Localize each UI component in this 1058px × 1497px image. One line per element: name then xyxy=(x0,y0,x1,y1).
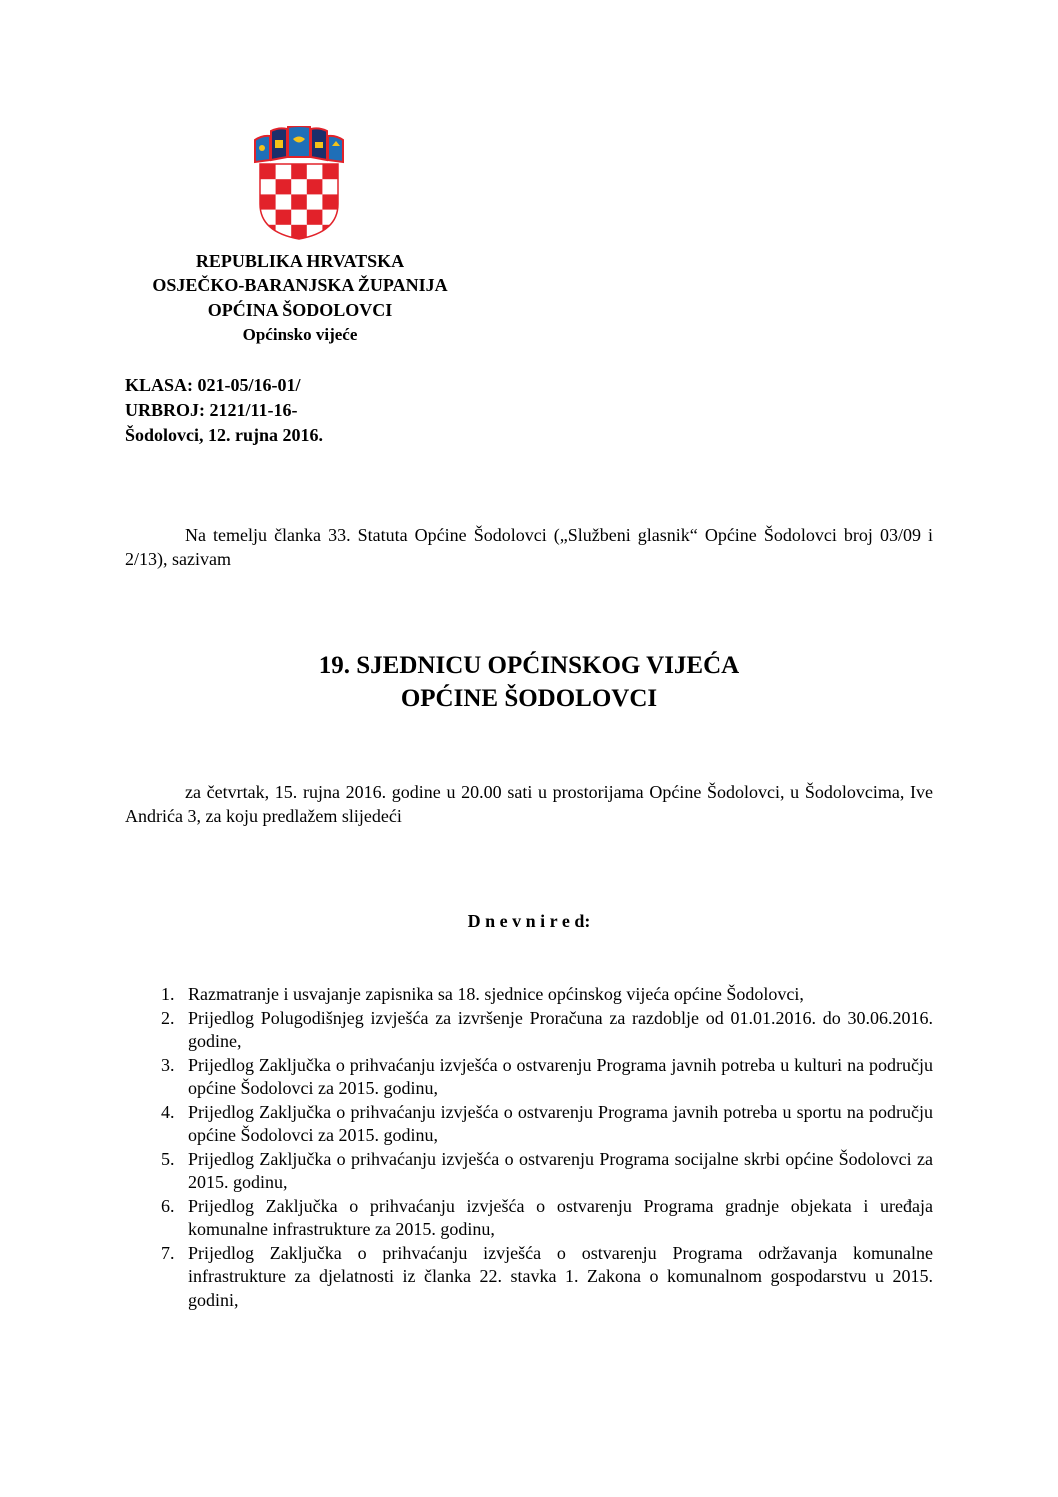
agenda-item-number: 4. xyxy=(161,1101,175,1122)
agenda-item xyxy=(125,1054,933,1101)
place-date-line: Šodolovci, 12. rujna 2016. xyxy=(125,425,324,445)
agenda-item-text: Prijedlog Zaključka o prihvaćanju izvješća o ostvarenju Programa održavanja komunalne infrastrukture za djelatnosti iz članka 22. stavka 1. Zakona o komunalnom gospodarstvu u 2015. godini, xyxy=(188,1242,933,1310)
agenda-item-number: 6. xyxy=(161,1195,175,1216)
intro-paragraph: Na temelju članka 33. Statuta Općine Šodolovci („Službeni glasnik“ Općine Šodolovci broj 03/09 i 2/13), sazivam xyxy=(125,525,933,569)
county-name: OSJEČKO-BARANJSKA ŽUPANIJA xyxy=(152,275,448,295)
session-title-line1: 19. SJEDNICU OPĆINSKOG VIJEĆA xyxy=(318,652,740,679)
coat-of-arms-icon xyxy=(252,126,346,240)
agenda-item-text: Razmatranje i usvajanje zapisnika sa 18. sjednice općinskog vijeća općine Šodolovci, xyxy=(188,984,804,1004)
agenda-item-number: 2. xyxy=(161,1007,175,1028)
urbroj-line: URBROJ: 2121/11-16- xyxy=(125,400,298,420)
agenda-item-number: 7. xyxy=(161,1242,175,1263)
municipality-name: OPĆINA ŠODOLOVCI xyxy=(207,300,393,320)
agenda-list xyxy=(125,983,933,1312)
session-title-line2: OPĆINE ŠODOLOVCI xyxy=(400,685,658,712)
agenda-item-number: 1. xyxy=(161,984,175,1004)
agenda-item-text: Prijedlog Polugodišnjeg izvješća za izvršenje Proračuna za razdoblje od 01.01.2016. do 30.06.2016. godine, xyxy=(188,1007,933,1051)
agenda-item xyxy=(125,983,933,1007)
agenda-item-text: Prijedlog Zaključka o prihvaćanju izvješća o ostvarenju Programa javnih potreba u kulturi na području općine Šodolovci za 2015. godinu, xyxy=(188,1054,933,1098)
agenda-heading: D n e v n i r e d: xyxy=(467,911,591,931)
council-name: Općinsko vijeće xyxy=(242,325,358,344)
meeting-info-paragraph: za četvrtak, 15. rujna 2016. godine u 20.00 sati u prostorijama Općine Šodolovci, u Šodolovcima, Ive Andrića 3, za koju predlažem slijedeći xyxy=(125,782,933,826)
klasa-line: KLASA: 021-05/16-01/ xyxy=(125,375,301,395)
agenda-item xyxy=(125,1195,933,1242)
agenda-item-number: 5. xyxy=(161,1148,175,1169)
agenda-item-text: Prijedlog Zaključka o prihvaćanju izvješća o ostvarenju Programa gradnje objekata i uređaja komunalne infrastrukture za 2015. godinu, xyxy=(188,1195,933,1239)
agenda-item-number: 3. xyxy=(161,1054,175,1075)
agenda-item-text: Prijedlog Zaključka o prihvaćanju izvješća o ostvarenju Programa socijalne skrbi općine Šodolovci za 2015. godinu, xyxy=(188,1148,933,1192)
agenda-item xyxy=(125,1242,933,1313)
agenda-item xyxy=(125,1101,933,1148)
agenda-item-text: Prijedlog Zaključka o prihvaćanju izvješća o ostvarenju Programa javnih potreba u sportu na području općine Šodolovci za 2015. godinu, xyxy=(188,1101,933,1145)
agenda-item xyxy=(125,1007,933,1054)
agenda-item xyxy=(125,1148,933,1195)
country-name: REPUBLIKA HRVATSKA xyxy=(195,251,405,271)
